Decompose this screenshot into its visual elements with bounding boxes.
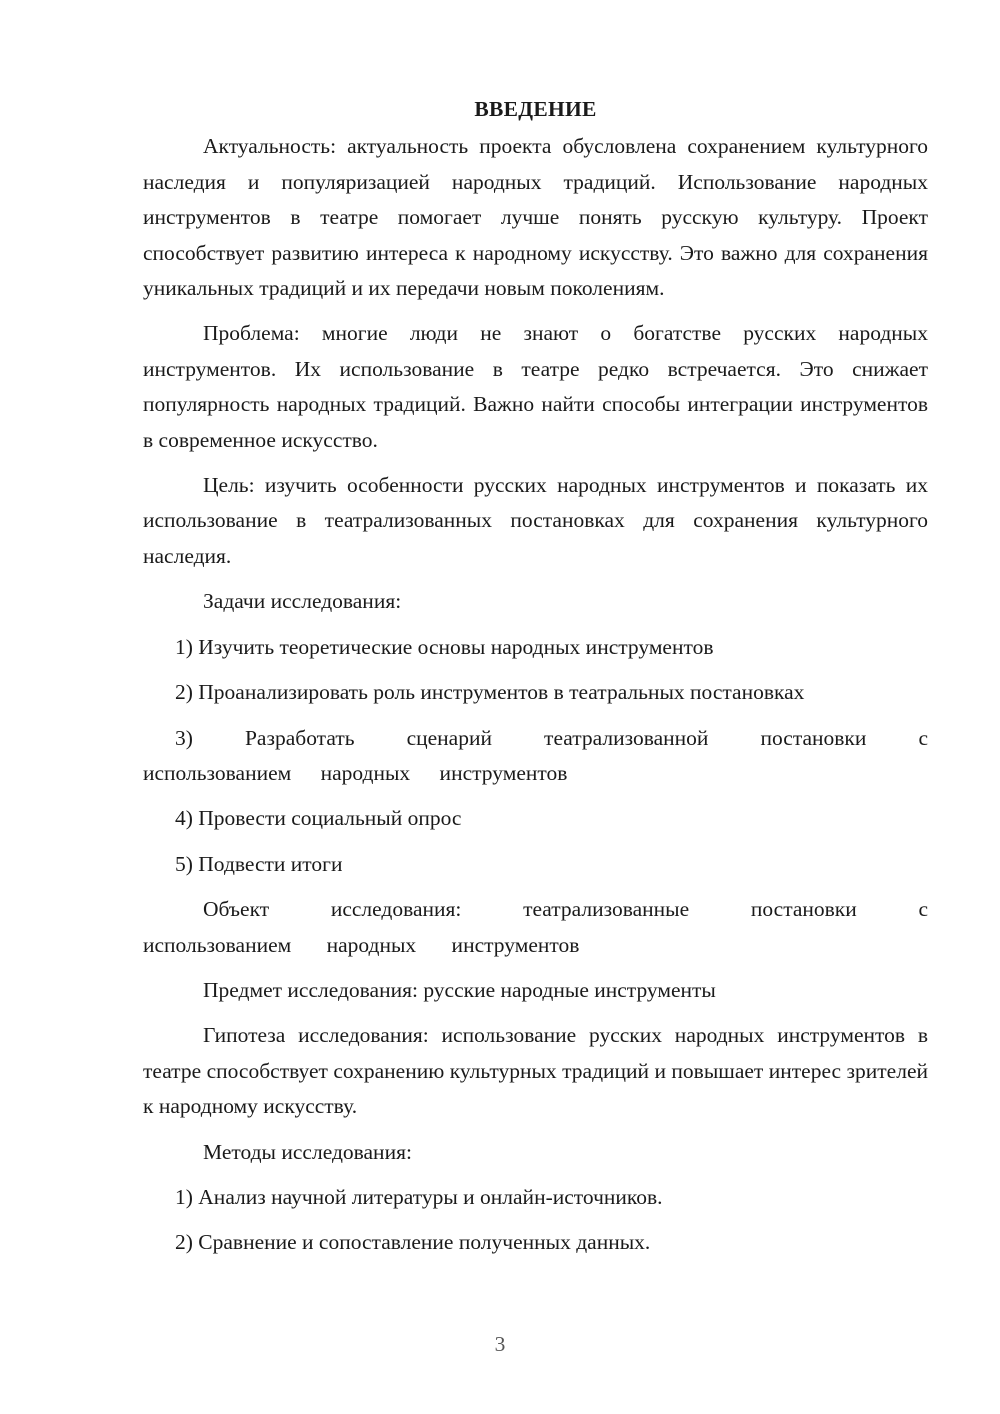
task-item-1: 1) Изучить теоретические основы народных инструментов	[175, 634, 714, 659]
method-item-1: 1) Анализ научной литературы и онлайн-источников.	[175, 1184, 663, 1209]
methods-list	[143, 1180, 928, 1261]
tasks-list	[143, 630, 928, 882]
goal-paragraph: Цель: изучить особенности русских народных инструментов и показать их использование в театрализованных постановках для сохранения культурного наследия.	[143, 473, 928, 568]
task-item-4: 4) Провести социальный опрос	[175, 806, 462, 831]
hypothesis-paragraph: Гипотеза исследования: использование русских народных инструментов в театре способствует сохранению культурных традиций и повышает интерес зрителей к народному искусству.	[143, 1023, 928, 1119]
task-item-5: 5) Подвести итоги	[175, 851, 343, 876]
subject-paragraph: Предмет исследования: русские народные инструменты	[203, 977, 716, 1002]
task-item-2: 2) Проанализировать роль инструментов в театральных постановках	[175, 680, 805, 705]
task-item-3: 3) Разработать сценарий театрализованной постановки с использованием народных инструментов	[143, 725, 928, 785]
object-paragraph: Объект исследования: театрализованные постановки с использованием народных инструментов	[143, 897, 928, 957]
methods-label: Методы исследования:	[203, 1139, 412, 1164]
method-item-2: 2) Сравнение и сопоставление полученных данных.	[175, 1230, 651, 1255]
tasks-label: Задачи исследования:	[203, 589, 402, 614]
document-title: ВВЕДЕНИЕ	[474, 97, 597, 121]
page-number: 3	[494, 1332, 506, 1356]
document-page	[143, 92, 928, 1271]
relevance-paragraph: Актуальность: актуальность проекта обусловлена сохранением культурного наследия и популяризацией народных традиций. Использование народных инструментов в театре помогает лучше понять русскую культуру. Проект способствует развитию интереса к народному искусству. Это важно для сохранения уникальных традиций и их передачи новым поколениям.	[143, 134, 928, 301]
problem-paragraph: Проблема: многие люди не знают о богатстве русских народных инструментов. Их использование в театре редко встречается. Это снижает популярность народных традиций. Важно найти способы интеграции инструментов в современное искусство.	[143, 321, 928, 452]
